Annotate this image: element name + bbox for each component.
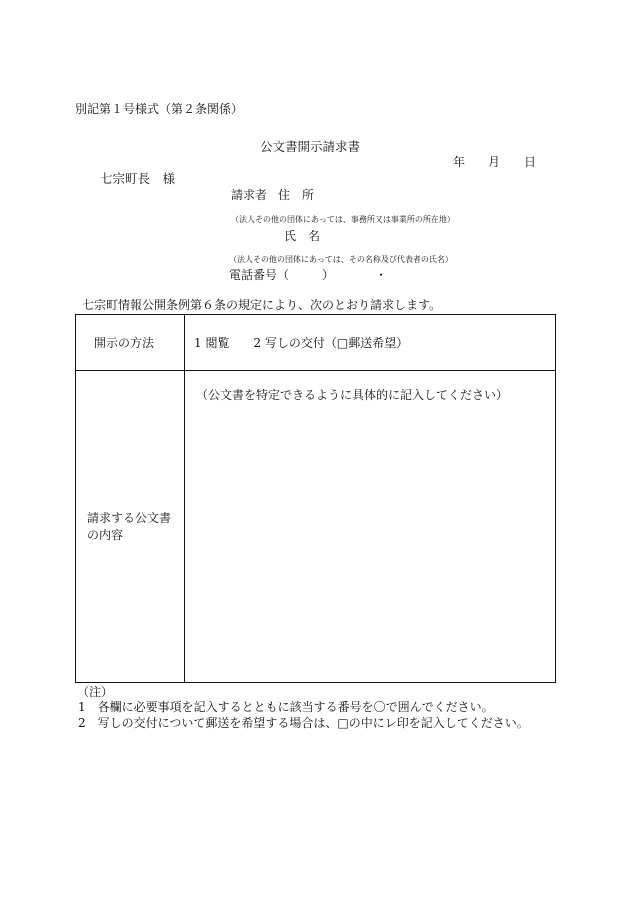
document-title: 公文書開示請求書 — [260, 139, 361, 154]
month-label: 月 — [488, 155, 501, 169]
phone-label: 電話番号（ — [229, 268, 290, 282]
table-row-method — [76, 315, 556, 371]
phone-separator: ・ — [375, 268, 388, 282]
year-label: 年 — [453, 155, 466, 169]
notes-heading: （注） — [77, 685, 114, 699]
name-note: （法人その他の団体にあっては、その名称及び代表者の氏名） — [229, 255, 453, 264]
requester-label: 請求者 — [231, 188, 268, 202]
method-options: 1 閲覧 2 写しの交付（□郵送希望） — [194, 336, 409, 350]
method-label-cell — [76, 315, 185, 371]
content-label-cell — [76, 371, 185, 683]
phone-close-paren: ） — [322, 268, 335, 282]
request-form-table — [75, 314, 556, 683]
address-note: （法人その他の団体にあっては、事務所又は事業所の所在地） — [231, 215, 455, 224]
content-hint: （公文書を特定できるように具体的に記入してください） — [196, 388, 509, 402]
day-label: 日 — [524, 155, 537, 169]
content-label-line2: の内容 — [87, 527, 124, 542]
method-options-cell[interactable] — [185, 315, 556, 371]
form-id-label: 別記第１号様式（第２条関係） — [75, 102, 244, 116]
addressee: 七宗町長 様 — [100, 171, 176, 186]
request-statement: 七宗町情報公開条例第６条の規定により、次のとおり請求します。 — [82, 298, 442, 312]
note-item: 2 写しの交付について郵送を希望する場合は、□の中にレ印を記入してください。 — [78, 716, 529, 730]
table-row-content — [76, 371, 556, 683]
note-item: 1 各欄に必要事項を記入するとともに該当する番号を〇で囲んでください。 — [78, 700, 494, 714]
content-input-cell[interactable] — [185, 371, 556, 683]
content-label-line1: 請求する公文書 — [87, 510, 172, 525]
name-label: 氏 名 — [284, 229, 321, 243]
content-label — [76, 510, 184, 544]
method-label: 開示の方法 — [94, 336, 155, 350]
address-label: 住 所 — [278, 188, 315, 202]
